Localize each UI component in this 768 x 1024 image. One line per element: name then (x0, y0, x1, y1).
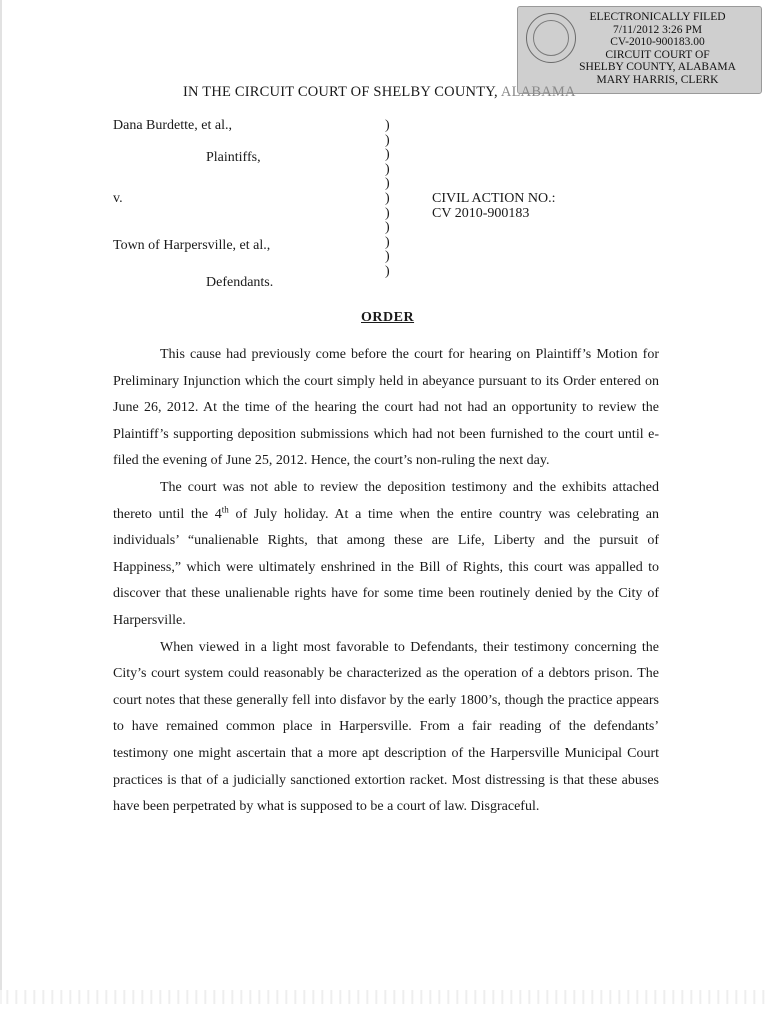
caption-paren: ) (385, 176, 390, 192)
stamp-text (558, 11, 757, 86)
court-title-obscured: ALABAMA (500, 84, 576, 100)
caption-paren: ) (385, 263, 390, 279)
order-paragraph-3: When viewed in a light most favorable to Defendants, their testimony concerning the City’s court system could reasonably be characterized as the operation of a debtors prison. The court notes that these generally fell into disfavor by the early 1800’s, though the practice appears to have remained common place in Harpersville. From a fair reading of the defendants’ testimony one might ascertain that a more apt description of the Harpersville Municipal Court practices is that of a judicially sanctioned extortion racket. Most distressing is that these abuses have been perpetrated by what is supposed to be a court of law. Disgraceful. (113, 639, 659, 815)
caption-paren: ) (385, 190, 390, 206)
caption-paren: ) (385, 220, 390, 236)
caption-parentheses (385, 119, 390, 280)
stamp-line: SHELBY COUNTY, ALABAMA (579, 61, 736, 73)
caption-paren: ) (385, 249, 390, 265)
order-paragraph-1: This cause had previously come before the court for hearing on Plaintiff’s Motion for Preliminary Injunction which the court simply held in abeyance pursuant to its Order entered on June 26, 2012. At the time of the hearing the court had not had an opportunity to review the Plaintiff’s supporting deposition submissions which had not been furnished to the court until e-filed the evening of June 25, 2012. Hence, the court’s non-ruling the next day. (113, 347, 659, 469)
plaintiff-role: Plaintiffs, (206, 150, 261, 165)
caption-paren: ) (385, 132, 390, 148)
versus-label: v. (113, 191, 123, 206)
scan-margin-line (0, 0, 2, 1004)
ordinal-suffix: th (221, 503, 229, 514)
caption-paren: ) (385, 147, 390, 163)
court-title (183, 84, 576, 101)
caption-paren: ) (385, 205, 390, 221)
paragraph-2-part-a: The court was not able to review the deposition testimony and the exhibits attached thereto until the 4 (113, 479, 659, 522)
caption-paren: ) (385, 118, 390, 133)
stamp-line: CV-2010-900183.00 (610, 36, 705, 48)
defendant-name: Town of Harpersville, et al., (113, 238, 271, 253)
caption-paren: ) (385, 234, 390, 250)
scan-artifact (0, 990, 768, 1004)
civil-action-label: CIVIL ACTION NO.: (432, 191, 556, 206)
defendant-role: Defendants. (206, 275, 274, 290)
order-heading: ORDER (361, 310, 415, 325)
order-body (113, 342, 659, 821)
stamp-line: 7/11/2012 3:26 PM (612, 23, 703, 36)
stamp-line: ELECTRONICALLY FILED (589, 11, 726, 23)
caption-paren: ) (385, 161, 390, 177)
plaintiff-name: Dana Burdette, et al., (113, 118, 232, 133)
order-paragraph-2 (113, 475, 659, 635)
civil-action-number: CV 2010-900183 (432, 206, 530, 221)
court-title-text: IN THE CIRCUIT COURT OF SHELBY COUNTY, (183, 84, 501, 100)
efiling-stamp (517, 6, 762, 94)
stamp-line: CIRCUIT COURT OF (605, 48, 710, 61)
stamp-line: MARY HARRIS, CLERK (596, 73, 719, 86)
paragraph-2-part-b: of July holiday. At a time when the entire country was celebrating an individuals’ “unalienable Rights, that among these are Life, Liberty and the pursuit of Happiness,” which were ultimately enshrined in the Bill of Rights, this court was appalled to discover that these unalienable rights have for some time been routinely denied by the City of Harpersville. (113, 506, 659, 628)
